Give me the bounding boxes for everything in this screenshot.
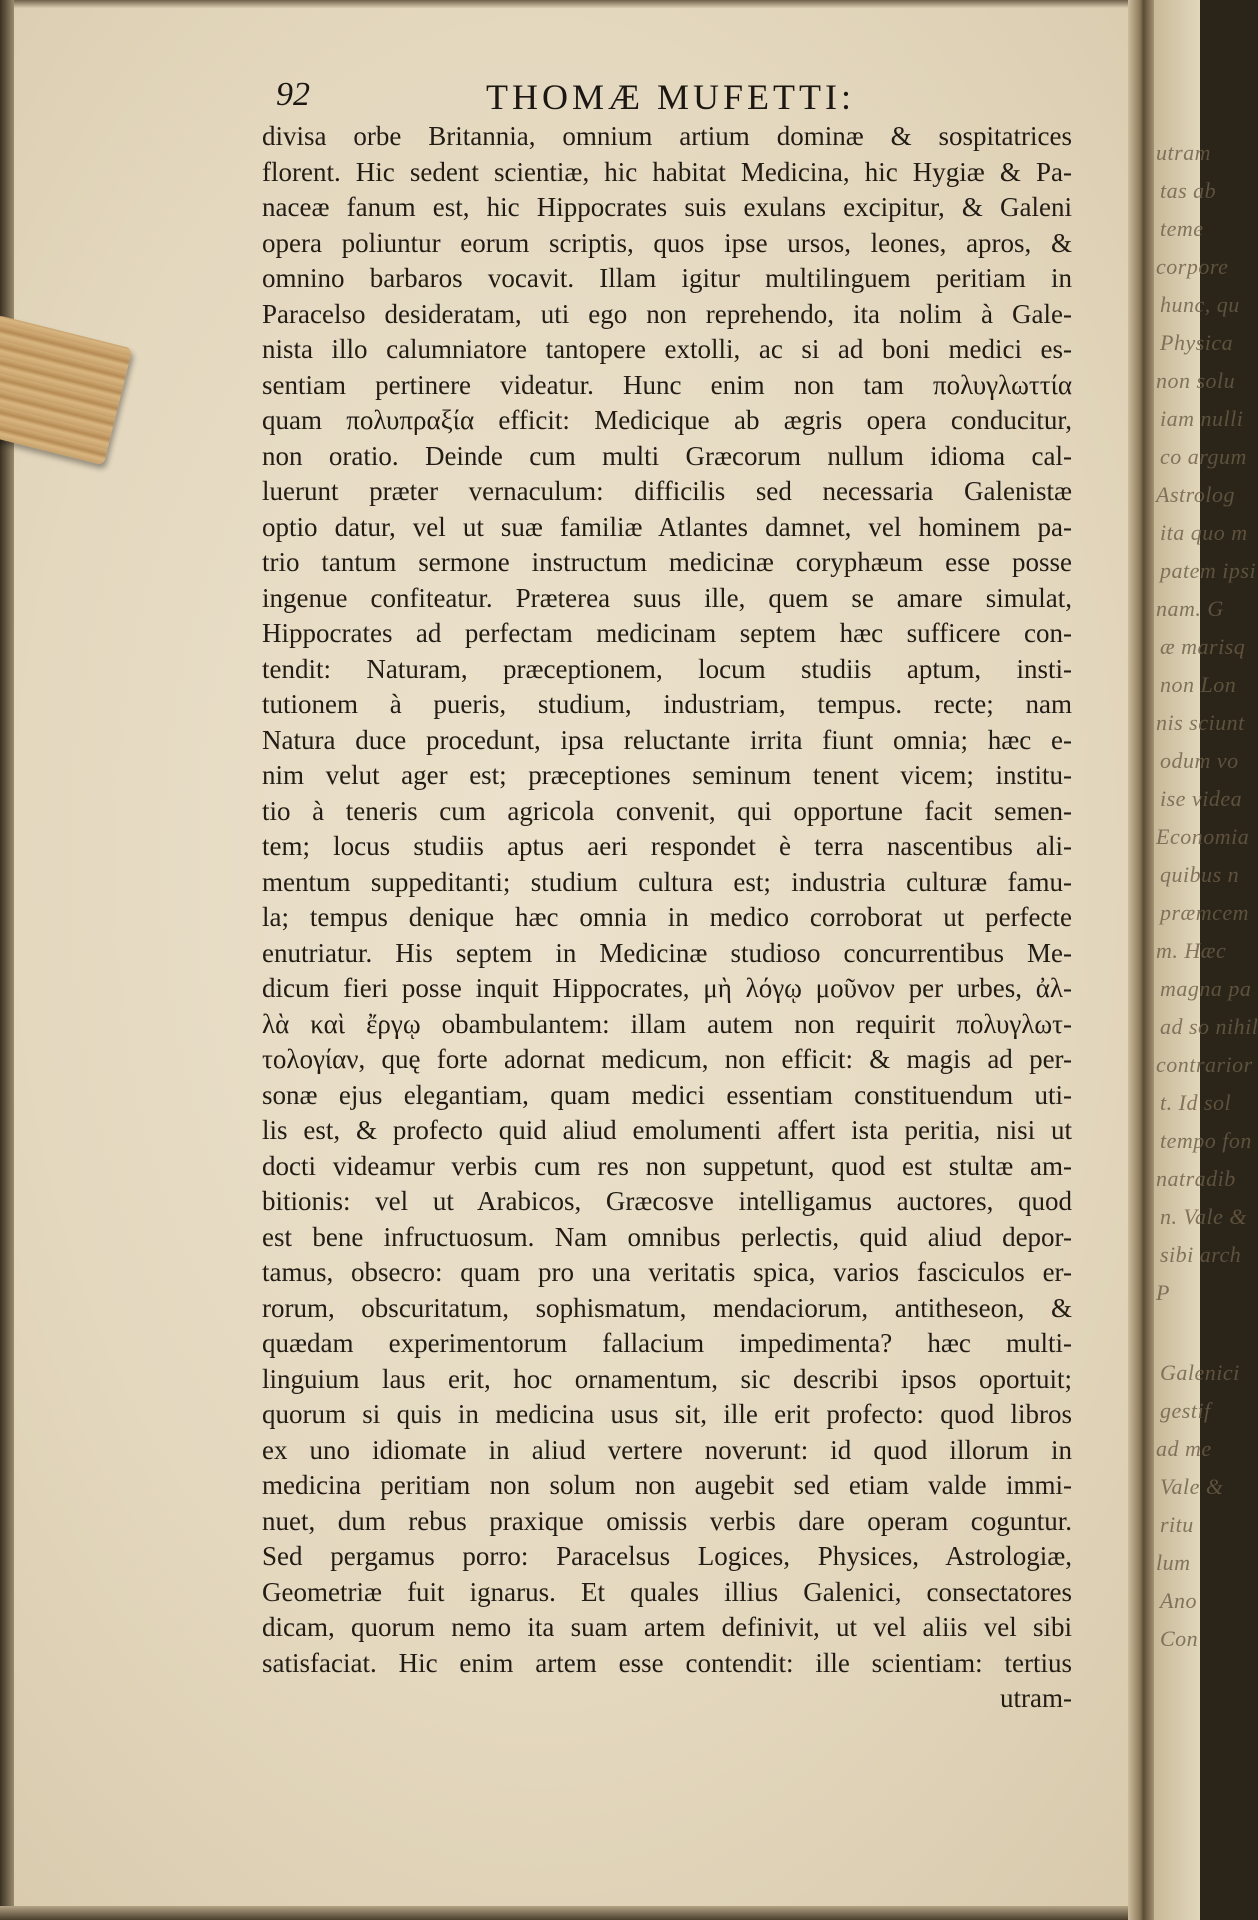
facing-page-fragment: co argum <box>1160 444 1247 469</box>
facing-page-fragment: Astrolog <box>1156 482 1235 507</box>
text-line: Natura duce procedunt, ipsa reluctante irrita fiunt omnia; hæc e- <box>262 724 1072 755</box>
text-line: opera poliuntur eorum scriptis, quos ipse ursos, leones, apros, & <box>262 227 1072 258</box>
text-line: utram- <box>1000 1683 1072 1713</box>
facing-page-edge <box>1154 0 1258 1920</box>
text-line: linguium laus erit, hoc ornamentum, sic describi ipsos oportuit; <box>262 1363 1072 1394</box>
facing-page-fragment: non Lon <box>1160 672 1237 697</box>
text-line: enutriatur. His septem in Medicinæ studioso concurrentibus Me- <box>262 937 1072 968</box>
text-line: Hippocrates ad perfectam medicinam septem hæc sufficere con- <box>262 618 1072 648</box>
facing-page-fragment: patem ipsi <box>1160 558 1257 583</box>
body-text <box>262 119 1072 1717</box>
text-line: quædam experimentorum fallacium impedimenta? hæc multi- <box>262 1328 1072 1358</box>
page-header <box>276 76 1066 120</box>
facing-page-fragment: m. Hæc <box>1156 938 1227 963</box>
page-bottom-edge <box>0 1906 1200 1920</box>
facing-page-fragment: tas ab <box>1160 178 1217 203</box>
text-line: Sed pergamus porro: Paracelsus Logices, Physices, Astrologiæ, <box>262 1541 1072 1571</box>
text-line: dicam, quorum nemo ita suam artem definivit, ut vel aliis vel sibi <box>262 1612 1072 1642</box>
text-line: luerunt præter vernaculum: difficilis sed necessaria Galenistæ <box>262 476 1072 506</box>
text-line: ex uno idiomate in aliud vertere noverunt: id quod illorum in <box>262 1434 1072 1465</box>
facing-page-fragment: iam nulli <box>1160 406 1244 431</box>
text-line: nista illo calumniatore tantopere extolli, ac si ad boni medici es- <box>262 334 1072 364</box>
text-line: ingenue confiteatur. Præterea suus ille, quem se amare simulat, <box>262 582 1072 613</box>
facing-page-fragment: æ marisq <box>1160 634 1246 659</box>
text-line: est bene infructuosum. Nam omnibus perlectis, quid aliud depor- <box>262 1221 1072 1252</box>
wooden-page-holder <box>0 315 132 465</box>
running-title: THOMÆ MUFETTI: <box>486 77 855 117</box>
facing-page-fragment: sibi arch <box>1160 1242 1242 1267</box>
text-line: non oratio. Deinde cum multi Græcorum nullum idioma cal- <box>262 440 1072 471</box>
text-line: nim velut ager est; præceptiones seminum tenent vicem; institu- <box>262 760 1072 790</box>
page-left-edge <box>0 0 14 1920</box>
facing-page-fragment: corpore <box>1156 254 1229 279</box>
facing-page-fragment: ise videa <box>1160 786 1243 811</box>
facing-page-fragment: ad so nihil <box>1160 1014 1258 1039</box>
page-top-edge <box>0 0 1200 8</box>
facing-page-fragment: ritu <box>1160 1512 1194 1537</box>
text-line: tem; locus studiis aptus aeri respondet è terra nascentibus ali- <box>262 831 1072 861</box>
text-line: lis est, & profecto quid aliud emolumenti affert ista peritia, nisi ut <box>262 1115 1072 1145</box>
text-line: divisa orbe Britannia, omnium artium dominæ & sospitatrices <box>262 121 1072 151</box>
text-line: la; tempus denique hæc omnia in medico corroborat ut perfecte <box>262 902 1072 932</box>
facing-page-fragment: non solu <box>1156 368 1236 393</box>
text-line: trio tantum sermone instructum medicinæ coryphæum esse posse <box>262 547 1072 577</box>
facing-page-fragment: tempo fon <box>1160 1128 1252 1153</box>
facing-page-fragment: nis sciunt <box>1156 710 1245 735</box>
facing-page-fragment: n. Vale & <box>1160 1204 1247 1229</box>
text-line: quorum si quis in medicina usus sit, ille erit profecto: quod libros <box>262 1399 1072 1429</box>
facing-page-fragment: Economia <box>1156 824 1250 849</box>
text-line: sonæ ejus elegantiam, quam medici essentiam constituendum uti- <box>262 1079 1072 1110</box>
text-line: medicina peritiam non solum non augebit sed etiam valde immi- <box>262 1470 1072 1500</box>
text-line: tamus, obsecro: quam pro una veritatis spica, varios fasciculos er- <box>262 1257 1072 1287</box>
text-line: Paracelso desideratam, uti ego non reprehendo, ita nolim à Gale- <box>262 298 1072 329</box>
text-line: dicum fieri posse inquit Hippocrates, μὴ λόγῳ μοῦνον per urbes, ἀλ- <box>262 973 1072 1003</box>
page-number: 92 <box>276 76 310 113</box>
text-line: omnino barbaros vocavit. Illam igitur multilinguem peritiam in <box>262 263 1072 293</box>
facing-page-fragment: contrarior <box>1156 1052 1253 1077</box>
facing-page-fragment: lum <box>1156 1550 1191 1575</box>
text-line: tendit: Naturam, præceptionem, locum studiis aptum, insti- <box>262 653 1072 684</box>
facing-page-fragment: præmcem <box>1160 900 1250 925</box>
facing-page-fragment: Vale & <box>1160 1474 1224 1499</box>
book-spine <box>1128 0 1154 1920</box>
text-line: τολογίαν, quę forte adornat medicum, non efficit: & magis ad per- <box>262 1044 1072 1074</box>
facing-page-fragment: P <box>1156 1280 1170 1305</box>
text-line: naceæ fanum est, hic Hippocrates suis exulans excipitur, & Galeni <box>262 192 1072 222</box>
text-line: docti videamur verbis cum res non suppetunt, quod est stultæ am- <box>262 1150 1072 1181</box>
text-line: tutionem à pueris, studium, industriam, tempus. recte; nam <box>262 689 1072 719</box>
facing-page-fragment: hunc, qu <box>1160 292 1240 317</box>
facing-page-fragment: Ano <box>1160 1588 1197 1613</box>
text-line: mentum suppeditanti; studium cultura est; industria culturæ famu- <box>262 866 1072 897</box>
facing-page-fragment: t. Id sol <box>1160 1090 1232 1115</box>
text-line: bitionis: vel ut Arabicos, Græcosve intelligamus auctores, quod <box>262 1186 1072 1216</box>
facing-page-fragment: natradib <box>1156 1166 1236 1191</box>
facing-page-fragment: magna pa <box>1160 976 1252 1001</box>
text-line: rorum, obscuritatum, sophismatum, mendaciorum, antitheseon, & <box>262 1292 1072 1323</box>
facing-page-fragment: Physica <box>1160 330 1234 355</box>
facing-page-fragment: quibus n <box>1160 862 1240 887</box>
text-line: quam πολυπραξία efficit: Medicique ab ægris opera conducitur, <box>262 405 1072 435</box>
facing-page-fragment: Galenici <box>1160 1360 1240 1385</box>
facing-page-fragment: Con <box>1160 1626 1199 1651</box>
text-line: λὰ καὶ ἔργῳ obambulantem: illam autem non requirit πολυγλωτ- <box>262 1008 1072 1039</box>
text-line: sentiam pertinere videatur. Hunc enim non tam πολυγλωττία <box>262 369 1072 400</box>
facing-page-fragment: ita quo m <box>1160 520 1248 545</box>
text-line: satisfaciat. Hic enim artem esse contendit: ille scientiam: tertius <box>262 1647 1072 1678</box>
facing-page-fragment: ad me <box>1156 1436 1212 1461</box>
facing-page-fragment: nam. G <box>1156 596 1224 621</box>
facing-page-fragment: teme <box>1160 216 1204 241</box>
text-line: optio datur, vel ut suæ familiæ Atlantes damnet, vel hominem pa- <box>262 511 1072 542</box>
facing-page-fragment: gestif <box>1160 1398 1211 1423</box>
text-line: Geometriæ fuit ignarus. Et quales illius Galenici, consectatores <box>262 1576 1072 1607</box>
facing-page-fragment: odum vo <box>1160 748 1239 773</box>
text-line: tio à teneris cum agricola convenit, qui opportune facit semen- <box>262 795 1072 826</box>
facing-page-fragment: utram <box>1156 140 1212 165</box>
text-line: nuet, dum rebus praxique omissis verbis dare operam coguntur. <box>262 1505 1072 1536</box>
text-line: florent. Hic sedent scientiæ, hic habitat Medicina, hic Hygiæ & Pa- <box>262 156 1072 187</box>
